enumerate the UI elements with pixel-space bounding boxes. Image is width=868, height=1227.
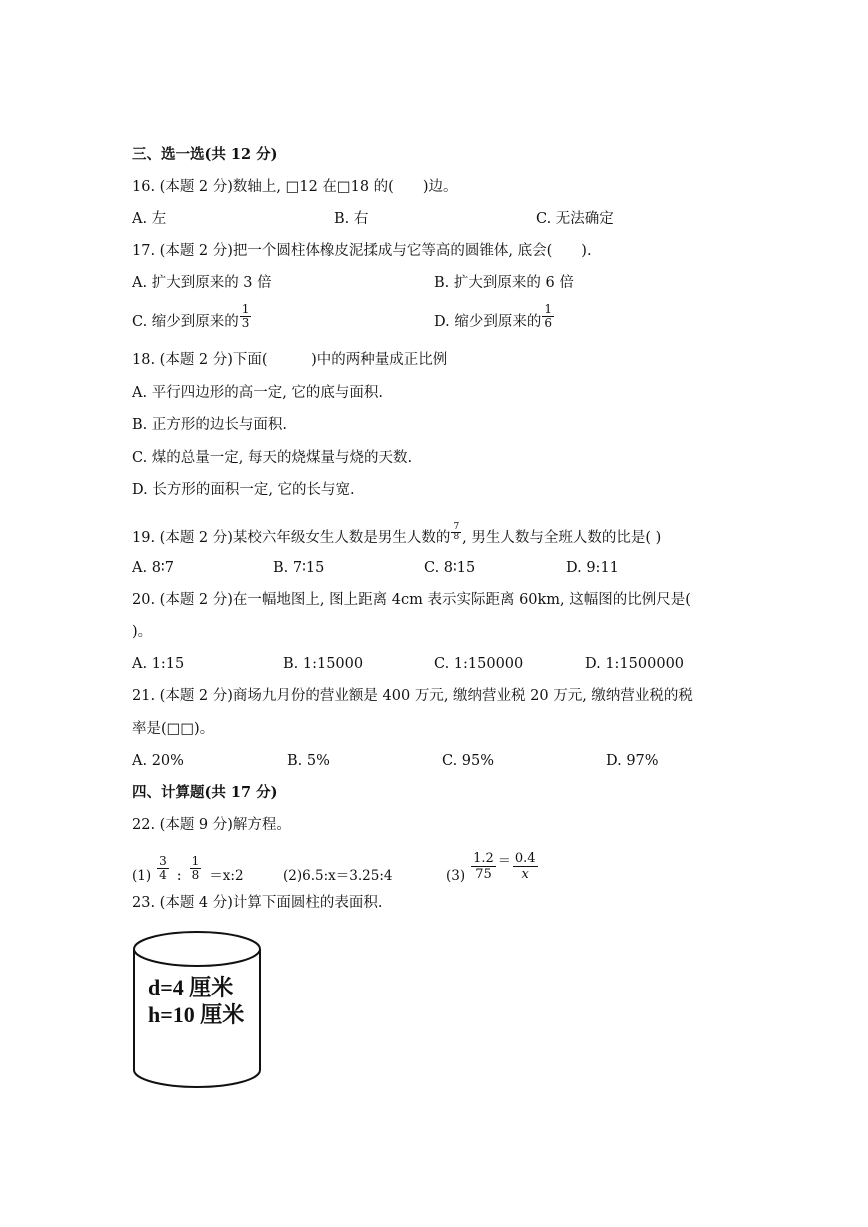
fraction-denominator: 8 xyxy=(191,868,200,882)
question-19-fraction xyxy=(451,523,461,542)
question-19-option-b: B. 7∶15 xyxy=(273,560,325,576)
question-20-stem-line2: )。 xyxy=(132,624,153,640)
equation-3-fraction-2 xyxy=(513,851,538,882)
equation-1-fraction-1 xyxy=(157,855,169,882)
equation-1-rest: ＝x:2 xyxy=(209,868,244,884)
fraction-numerator: 1 xyxy=(241,302,250,316)
question-20-stem-line1: 20. (本题 2 分)在一幅地图上, 图上距离 4cm 表示实际距离 60km, 这幅图的比例尺是( xyxy=(132,592,691,608)
cylinder-bottom-arc xyxy=(134,1070,260,1087)
question-21-option-b: B. 5% xyxy=(287,753,330,769)
equation-3-fraction-1 xyxy=(471,851,496,882)
question-18-stem: 18. (本题 2 分)下面( )中的两种量成正比例 xyxy=(132,352,448,368)
question-19-option-a: A. 8∶7 xyxy=(132,560,174,576)
fraction-numerator: 1 xyxy=(544,302,552,316)
fraction-numerator: 1 xyxy=(191,854,200,868)
fraction-denominator: x xyxy=(521,867,529,882)
fraction-numerator: 3 xyxy=(159,854,167,868)
question-20-option-b: B. 1:15000 xyxy=(283,656,364,672)
question-21-stem-line1: 21. (本题 2 分)商场九月份的营业额是 400 万元, 缴纳营业税 20 万元, 缴纳营业税的税 xyxy=(132,688,693,704)
question-17-option-d-text: D. 缩少到原来的 xyxy=(434,314,542,330)
fraction-denominator: 4 xyxy=(159,868,167,882)
question-18-option-b: B. 正方形的边长与面积. xyxy=(132,417,287,433)
question-20-option-d: D. 1:1500000 xyxy=(585,656,685,672)
section-4-title: 四、计算题(共 17 分) xyxy=(132,784,278,801)
question-18-option-d: D. 长方形的面积一定, 它的长与宽. xyxy=(132,482,355,498)
section-3-title: 三、选一选(共 12 分) xyxy=(132,146,278,163)
fraction-numerator: 7 xyxy=(453,522,460,532)
question-19-stem xyxy=(132,512,661,548)
cylinder-top-ellipse xyxy=(134,932,260,966)
cylinder-height-label: h=10 厘米 xyxy=(148,1002,245,1027)
equation-3-equals: ＝ xyxy=(497,854,511,869)
question-21-option-d: D. 97% xyxy=(606,753,659,769)
question-16-option-c: C. 无法确定 xyxy=(536,211,614,227)
question-16-stem: 16. (本题 2 分)数轴上, □12 在□18 的( )边。 xyxy=(132,179,458,195)
equation-1 xyxy=(132,842,244,886)
fraction-numerator: 0.4 xyxy=(514,851,536,866)
question-17-option-c xyxy=(132,303,252,332)
equation-2: (2)6.5:x＝3.25:4 xyxy=(283,868,393,884)
fraction-numerator: 1.2 xyxy=(473,851,494,866)
question-17-option-d xyxy=(434,303,555,332)
question-23-stem: 23. (本题 4 分)计算下面圆柱的表面积. xyxy=(132,895,383,911)
question-22-stem: 22. (本题 9 分)解方程。 xyxy=(132,817,291,833)
question-16-option-a: A. 左 xyxy=(132,211,167,227)
fraction-denominator: 75 xyxy=(475,867,492,882)
equation-3-label: (3) xyxy=(446,868,466,884)
question-17-option-a: A. 扩大到原来的 3 倍 xyxy=(132,275,272,291)
question-18-option-a: A. 平行四边形的高一定, 它的底与面积. xyxy=(132,385,384,401)
question-17-option-c-fraction xyxy=(240,303,252,330)
question-19-option-c: C. 8∶15 xyxy=(424,560,476,576)
question-21-option-a: A. 20% xyxy=(132,753,184,769)
question-19-stem-prefix: 19. (本题 2 分)某校六年级女生人数是男生人数的 xyxy=(132,530,451,546)
fraction-denominator: 6 xyxy=(544,316,552,330)
question-21-option-c: C. 95% xyxy=(442,753,495,769)
question-19-option-d: D. 9:11 xyxy=(566,560,619,576)
equation-1-fraction-2 xyxy=(190,855,202,882)
question-16-option-b: B. 右 xyxy=(334,211,369,227)
equation-3 xyxy=(446,842,540,886)
question-20-option-c: C. 1:150000 xyxy=(434,656,524,672)
question-17-stem: 17. (本题 2 分)把一个圆柱体橡皮泥揉成与它等高的圆锥体, 底会( ). xyxy=(132,243,592,259)
equation-1-label: (1) xyxy=(132,868,152,884)
question-17-option-b: B. 扩大到原来的 6 倍 xyxy=(434,275,574,291)
question-21-stem-line2: 率是(□□)。 xyxy=(132,721,215,737)
question-19-stem-suffix: , 男生人数与全班人数的比是( ) xyxy=(462,530,662,546)
equation-1-colon: : xyxy=(176,868,182,884)
fraction-denominator: 3 xyxy=(241,316,250,330)
question-17-option-d-fraction xyxy=(542,303,554,330)
question-17-option-c-text: C. 缩少到原来的 xyxy=(132,314,239,330)
fraction-denominator: 8 xyxy=(453,532,460,542)
cylinder-diameter-label: d=4 厘米 xyxy=(148,975,234,1000)
question-18-option-c: C. 煤的总量一定, 每天的烧煤量与烧的天数. xyxy=(132,450,413,466)
question-20-option-a: A. 1:15 xyxy=(132,656,185,672)
